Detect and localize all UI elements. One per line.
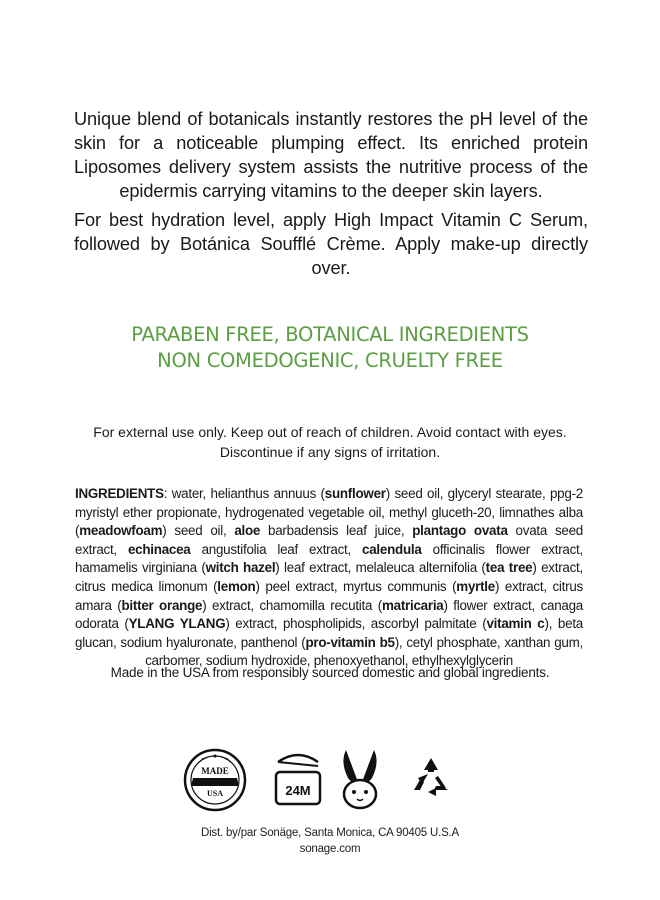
cruelty-free-bunny-icon [338,748,382,810]
description-paragraph: Unique blend of botanicals instantly restores the pH level of the skin for a noticeable plumping effect. Its enriched protein Liposomes delivery system assists the nutritive process of the epidermis carrying vitamins to the deeper skin layers. [74,109,588,201]
ingredient-highlight: YLANG YLANG [128,616,226,632]
claims-line-2: NON COMEDOGENIC, CRUELTY FREE [157,349,503,372]
ingredient-text: angustifolia leaf extract, [190,541,363,557]
ingredient-highlight: plantago ovata [412,523,508,539]
ingredient-text: ovata seed extract, [75,523,583,557]
ingredient-highlight: vitamin c [486,616,545,632]
ingredient-highlight: calendula [362,541,422,557]
ingredient-highlight: pro-vitamin b5 [305,634,395,650]
claims-line-1: PARABEN FREE, BOTANICAL INGREDIENTS [131,323,529,346]
made-in-text: Made in the USA from responsibly sourced domestic and global ingredients. [110,665,550,680]
seal-bottom-text: USA [206,789,224,798]
pao-label: 24M [285,783,311,798]
ingredient-highlight: myrtle [456,578,495,594]
ingredient-highlight: bitter orange [121,597,203,613]
ingredient-text: barbadensis leaf juice, [260,523,413,539]
made-in-usa-seal-icon [183,748,247,812]
ingredient-text: ) extract, citrus medica limonum ( [75,560,583,594]
ingredients-list [75,485,583,671]
ingredient-text: ) leaf extract, melaleuca alternifolia ( [275,560,486,576]
ingredient-text: ) peel extract, myrtus communis ( [255,578,457,594]
ingredient-highlight: tea tree [485,560,533,576]
ingredient-highlight: witch hazel [205,560,276,576]
ingredient-text: ) extract, citrus amara ( [75,578,583,613]
ingredient-text: ) seed oil, [162,523,235,539]
period-after-opening-jar-icon [272,752,324,808]
ingredient-text: ), cetyl phosphate, xanthan gum, carbomer, sodium hydroxide, phenoxyethanol, ethylhexylglycerin [145,634,583,669]
ingredient-text: ) flower extract, canaga odorata ( [75,597,583,632]
ingredient-text: ) extract, phospholipids, ascorbyl palmitate ( [225,616,487,632]
website-link[interactable]: sonage.com [299,843,361,855]
ingredient-text: ) seed oil, glyceryl stearate, ppg-2 myristyl ether propionate, hydrogenated vegetable oil, methyl gluceth-20, limnathes alba ( [75,486,583,539]
ingredient-text: ), beta glucan, sodium hyaluronate, panthenol ( [75,616,583,650]
warning-text: For external use only. Keep out of reach of children. Avoid contact with eyes. Discontinue if any signs of irritation. [93,424,567,460]
ingredient-highlight: sunflower [324,486,386,501]
product-claims [0,322,660,374]
certification-icons [0,748,660,818]
seal-top-text: MADE [201,766,229,776]
ingredient-highlight: aloe [234,523,261,539]
distributor-address: Dist. by/par Sonäge, Santa Monica, CA 90405 U.S.A [200,827,460,839]
distributor-footer [0,825,660,857]
ingredient-highlight: INGREDIENTS [75,486,164,501]
ingredient-text: officinalis flower extract, hamamelis virginiana ( [75,541,583,576]
ingredient-highlight: lemon [217,578,256,594]
ingredient-text: ) extract, chamomilla recutita ( [202,597,382,613]
ingredient-text: : water, helianthus annuus ( [163,486,325,501]
usage-paragraph: For best hydration level, apply High Impact Vitamin C Serum, followed by Botánica Soufflé Crème. Apply make-up directly over. [74,210,588,278]
recycle-icon [408,754,454,800]
ingredient-highlight: echinacea [127,541,191,557]
ingredient-highlight: meadowfoam [79,523,163,539]
ingredient-highlight: matricaria [381,597,444,613]
